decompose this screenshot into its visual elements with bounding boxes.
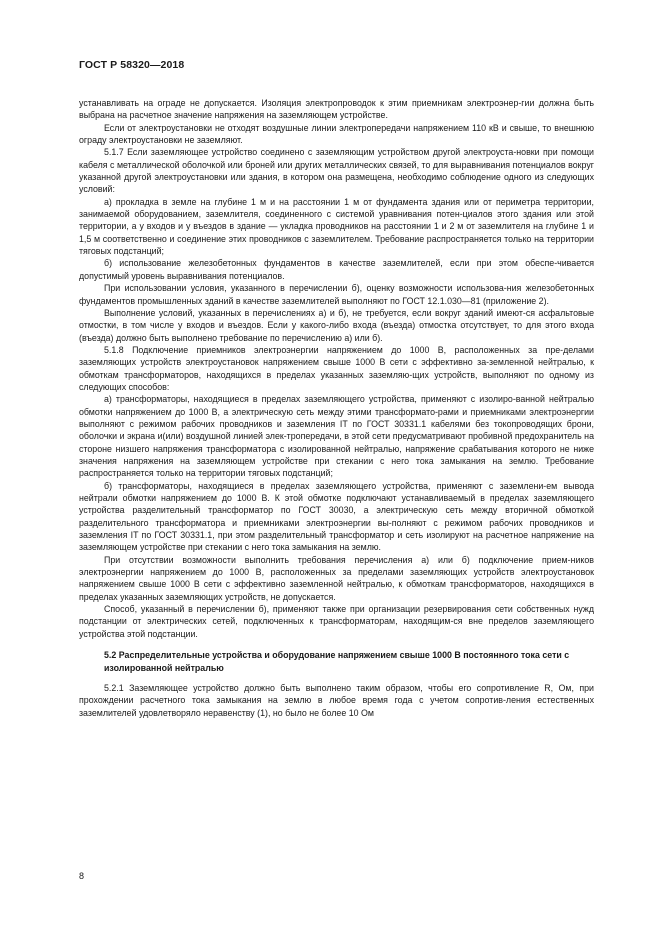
subsection-title: 5.2 Распределительные устройства и оборудование напряжением свыше 1000 В постоянного тока сети с изолированной нейтралью xyxy=(104,650,570,673)
paragraph: 5.1.7 Если заземляющее устройство соединено с заземляющим устройством другой электроуста-новки при помощи кабеля с металлической оболочкой или броней или других металлических связей, то для выравнивания потенциалов вокруг указанной другой электроустановки или здания, в котором она размещена, необходимо соблюдение одного из следующих условий: xyxy=(79,147,594,195)
list-item-a: а) прокладка в земле на глубине 1 м и на расстоянии 1 м от фундамента здания или от периметра территории, занимаемой оборудованием, заземлителя, соединенного с системой уравнивания потен-циалов этого здания или этой территории, а у входов и у въездов в здание — укладка проводников на расстоянии 1 и 2 м от заземлителя на глубине 1 и 1,5 м соответственно и соединение этих проводников с заземлителем. Требование распространяется только на территории тяговых подстанций; xyxy=(79,196,594,257)
page-number: 8 xyxy=(79,871,85,881)
document-body xyxy=(79,97,594,719)
paragraph: Если от электроустановки не отходят воздушные линии электропередачи напряжением 110 кВ и свыше, то внешнюю ограду электроустановки не заземляют. xyxy=(79,122,594,146)
paragraph: При отсутствии возможности выполнить требования перечисления а) или б) подключение прием-ников электроэнергии напряжением до 1000 В, расположенных за пределами заземляющих устройств электроустановок напряжением свыше 1000 В сети с эффективно заземленной нейтралью, к обмоткам трансформаторов, находящихся в пределах указанных заземляющих устройств, не допускается. xyxy=(79,554,594,602)
paragraph: 5.1.8 Подключение приемников электроэнергии напряжением до 1000 В, расположенных за пре-делами заземляющих устройств электроустановок напряжением свыше 1000 В сети с эффективно за-земленной нейтралью, к обмоткам трансформаторов, находящихся в пределах указанных заземляю-щих устройств, выполняют по одному из следующих способов: xyxy=(79,344,594,392)
paragraph: 5.2.1 Заземляющее устройство должно быть выполнено таким образом, чтобы его сопротивление R, Ом, при прохождении расчетного тока замыкания на землю в любое время года с учетом сопротив-ления естественных заземлителей удовлетворяло неравенству (1), но было не более 10 Ом xyxy=(79,683,594,718)
paragraph: Выполнение условий, указанных в перечислениях а) и б), не требуется, если вокруг зданий имеют-ся асфальтовые отмостки, в том числе у входов и въездов. Если у какого-либо входа (въезда) отмостка отсутствует, то для этого входа (въезда) должно быть выполнено требование по перечислению а) или б). xyxy=(79,307,594,343)
paragraph: устанавливать на ограде не допускается. Изоляция электропроводок к этим приемникам электроэнер-гии должна быть выбрана на расчетное значение напряжения на заземляющем устройстве. xyxy=(79,98,594,121)
list-item-b: б) использование железобетонных фундаментов в качестве заземлителей, если при этом обеспе-чивается допустимый уровень выравнивания потенциалов. xyxy=(79,258,594,281)
paragraph: При использовании условия, указанного в перечислении б), оценку возможности использова-ния железобетонных фундаментов промышленных зданий в качестве заземлителей выполняют по ГОСТ 12.1.030—81 (приложение 2). xyxy=(79,283,594,306)
list-item-b: б) трансформаторы, находящиеся в пределах заземляющего устройства, применяют с заземлени-ем вывода нейтрали обмотки напряжением до 1000 В. К этой обмотке подключают устанавливаемый в пределах заземляющего устройства разделительный трансформатор по ГОСТ 30030, а электрическую сеть между вторичной обмоткой разделительного трансформатора и приемниками электроэнергии вы-полняют с режимом рабочих проводников и заземления IT по ГОСТ 30331.1, при этом разделительный трансформатор и сеть изолируют на расчетное напряжение на заземляющем устройстве при стекании с него тока замыкания на землю. xyxy=(79,480,594,553)
paragraph: Способ, указанный в перечислении б), применяют также при организации резервирования сети собственных нужд подстанции от электрических сетей, подключенных к трансформаторам, находящим-ся вне пределов заземляющего устройства этой подстанции. xyxy=(79,604,594,639)
list-item-a: а) трансформаторы, находящиеся в пределах заземляющего устройства, применяют с изолиро-ванной нейтралью обмотки напряжением до 1000 В, а электрическую сеть между этими трансформато-рами и приемниками электроэнергии выполняют с режимом рабочих проводников и заземления IT по ГОСТ 30331.1 кабелями без токопроводящих брони, оболочки и экрана и(или) воздушной линией элек-тропередачи, в этой сети предусматривают пробивной предохранитель на стороне низшего напряжения трансформатора с изолированной нейтралью, напряжение срабатывания которого не ниже значения напряжения на заземляющем устройстве при стекании с него тока замыкания на землю. Требование распространяется только на территории тяговых подстанций; xyxy=(79,394,594,479)
document-header: ГОСТ Р 58320—2018 xyxy=(79,59,185,71)
